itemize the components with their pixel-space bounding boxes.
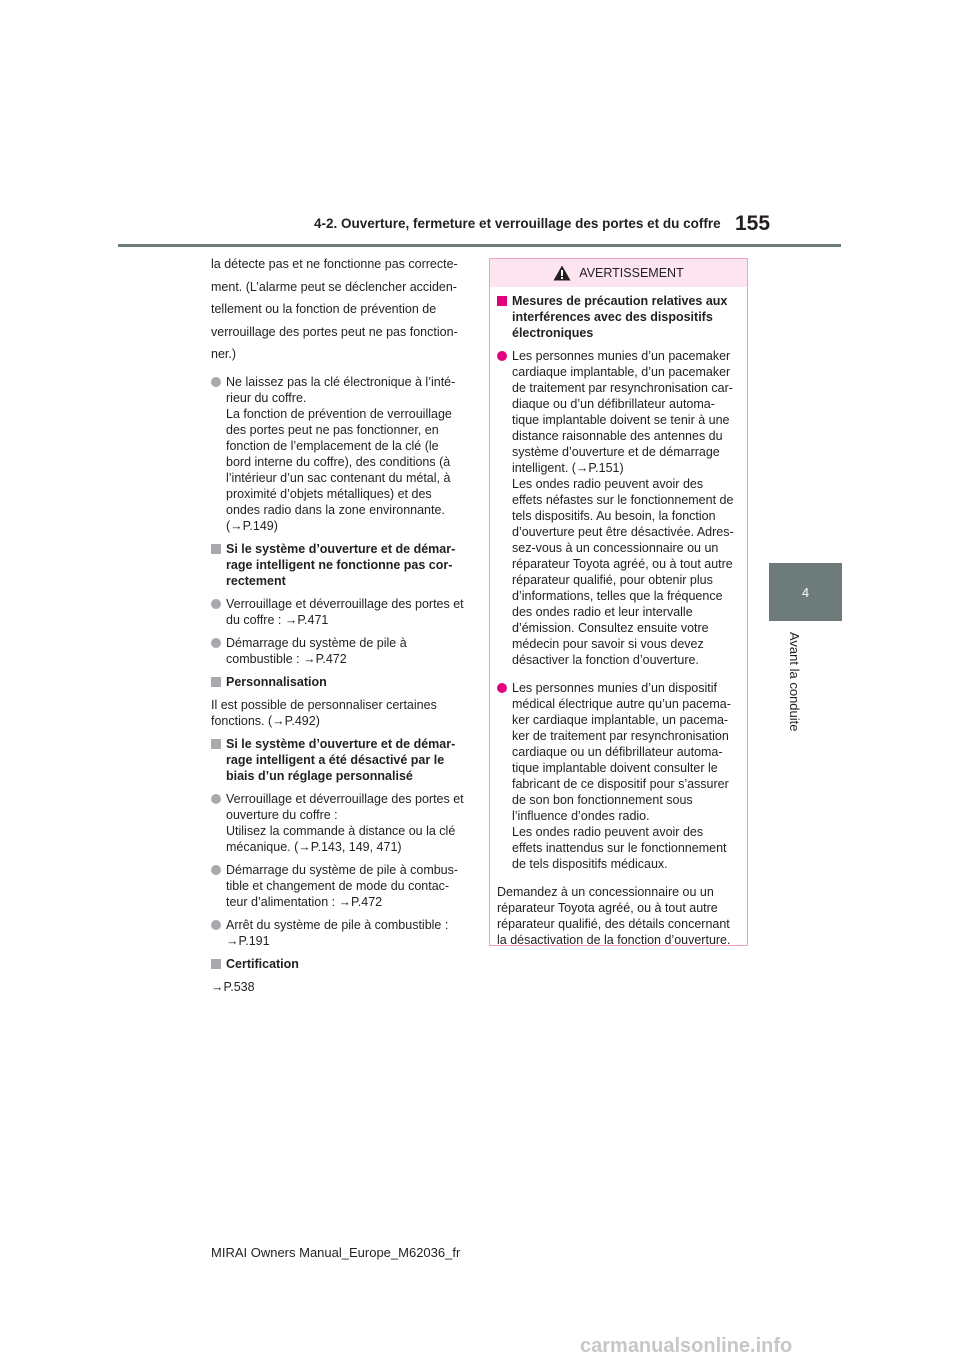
list-item [211,862,467,910]
chapter-tab-label: Avant la conduite [787,632,802,732]
left-column [211,253,467,1002]
warning-heading-text: Mesures de précaution relatives aux interférences avec des dispositifs électroniques [512,294,728,340]
list-item-text: Démarrage du système de pile à combustible : →P.472 [226,635,407,666]
section-heading [211,674,467,690]
document-footer: MIRAI Owners Manual_Europe_M62036_fr [211,1245,461,1260]
list-item [211,635,467,667]
warning-item [497,348,739,668]
chapter-tab[interactable] [769,563,842,621]
warning-box [489,258,748,946]
chapter-tab-number: 4 [801,584,810,600]
section-heading-text: Personnalisation [226,674,327,689]
square-bullet-icon [497,296,507,306]
section-title: 4-2. Ouverture, fermeture et verrouillage des portes et du coffre [314,216,721,231]
square-bullet-icon [211,739,221,749]
bullet-icon [211,638,221,648]
warning-title: AVERTISSEMENT [579,266,684,280]
warning-item [497,680,739,872]
square-bullet-icon [211,544,221,554]
list-item-text: Verrouillage et déverrouillage des portes et ouverture du coffre : Utilisez la commande à distance ou la clé mécanique. (→P.143, 149, 471) [226,791,464,854]
list-item [211,791,467,855]
bullet-icon [211,599,221,609]
warning-closing: Demandez à un concessionnaire ou un réparateur Toyota agréé, ou à tout autre réparateur qualifié, des détails concernant la désactivation de la fonction d’ouverture. [497,885,731,947]
header-divider [118,244,841,247]
section-heading-text: Certification [226,956,299,971]
watermark: carmanualsonline.info [580,1336,793,1356]
square-bullet-icon [211,677,221,687]
page-number: 155 [735,212,771,235]
list-item-text: Ne laissez pas la clé électronique à l’inté- rieur du coffre. La fonction de prévention de verrouillage des portes peut ne pas fonctionner, en fonction de l’emplacement de la clé (le bord interne du coffre), des conditions (à l’intérieur d’un sac contenant du métal, à proximité d’objets métalliques) et des ondes radio dans la zone environnante. (→P.149) [226,374,456,533]
warning-item-text: Les personnes munies d’un dispositif médical électrique autre qu’un pacema- ker cardiaque implantable, un pacema- ker de traitement par resynchronisation cardiaque ou un défibrillateur automa- tique implantable doivent consulter le fabricant de ce dispositif pour s’assurer de son bon fonctionnement sous l’influence d’ondes radio. Les ondes radio peuvent avoir des effets inattendus sur le fonctionnement de tels dispositifs médicaux. [512,681,731,871]
bullet-icon [211,377,221,387]
list-item [211,917,467,949]
bullet-icon [497,351,507,361]
list-item [211,374,467,534]
section-heading-text: Si le système d’ouverture et de démar- rage intelligent ne fonctionne pas cor- rectement [226,541,456,588]
body-paragraph: →P.538 [211,979,255,994]
warning-triangle-icon [553,265,571,281]
bullet-icon [211,920,221,930]
section-heading [211,736,467,784]
section-heading [211,541,467,589]
list-item-text: Arrêt du système de pile à combustible : →P.191 [226,917,449,948]
warning-item-text: Les personnes munies d’un pacemaker cardiaque implantable, d’un pacemaker de traitement par resynchronisation car- diaque ou d’un défibrillateur automa- tique implantable doivent se tenir à une distance raisonnable des antennes du système d’ouverture et de démarrage intelligent. (→P.151) Les ondes radio peuvent avoir des effets néfastes sur le fonctionnement de tels dispositifs. Au besoin, la fonction d’ouverture peut être désactivée. Adres- sez-vous à un concessionnaire ou un réparateur Toyota agréé, ou à tout autre réparateur qualifié, pour obtenir plus d’informations, telles que la fréquence des ondes radio et leur intervalle d’émission. Consultez ensuite votre médecin pour savoir si vous devez désactiver la fonction d’ouverture. [512,349,734,667]
intro-paragraph: la détecte pas et ne fonctionne pas correcte- ment. (L’alarme peut se déclencher acciden- tellement ou la fonction de prévention de verrouillage des portes peut ne pas fonction- ner.) [211,257,458,361]
bullet-icon [211,865,221,875]
bullet-icon [211,794,221,804]
warning-header [490,259,747,287]
list-item-text: Verrouillage et déverrouillage des portes et du coffre : →P.471 [226,596,464,627]
warning-heading [497,293,739,341]
bullet-icon [497,683,507,693]
section-heading-text: Si le système d’ouverture et de démar- rage intelligent a été désactivé par le biais d’un réglage personnalisé [226,736,456,783]
list-item [211,596,467,628]
section-heading [211,956,467,972]
square-bullet-icon [211,959,221,969]
list-item-text: Démarrage du système de pile à combus- tible et changement de mode du contac- teur d’alimentation : →P.472 [226,862,459,909]
warning-body [490,287,747,948]
body-paragraph: Il est possible de personnaliser certaines fonctions. (→P.492) [211,697,437,728]
